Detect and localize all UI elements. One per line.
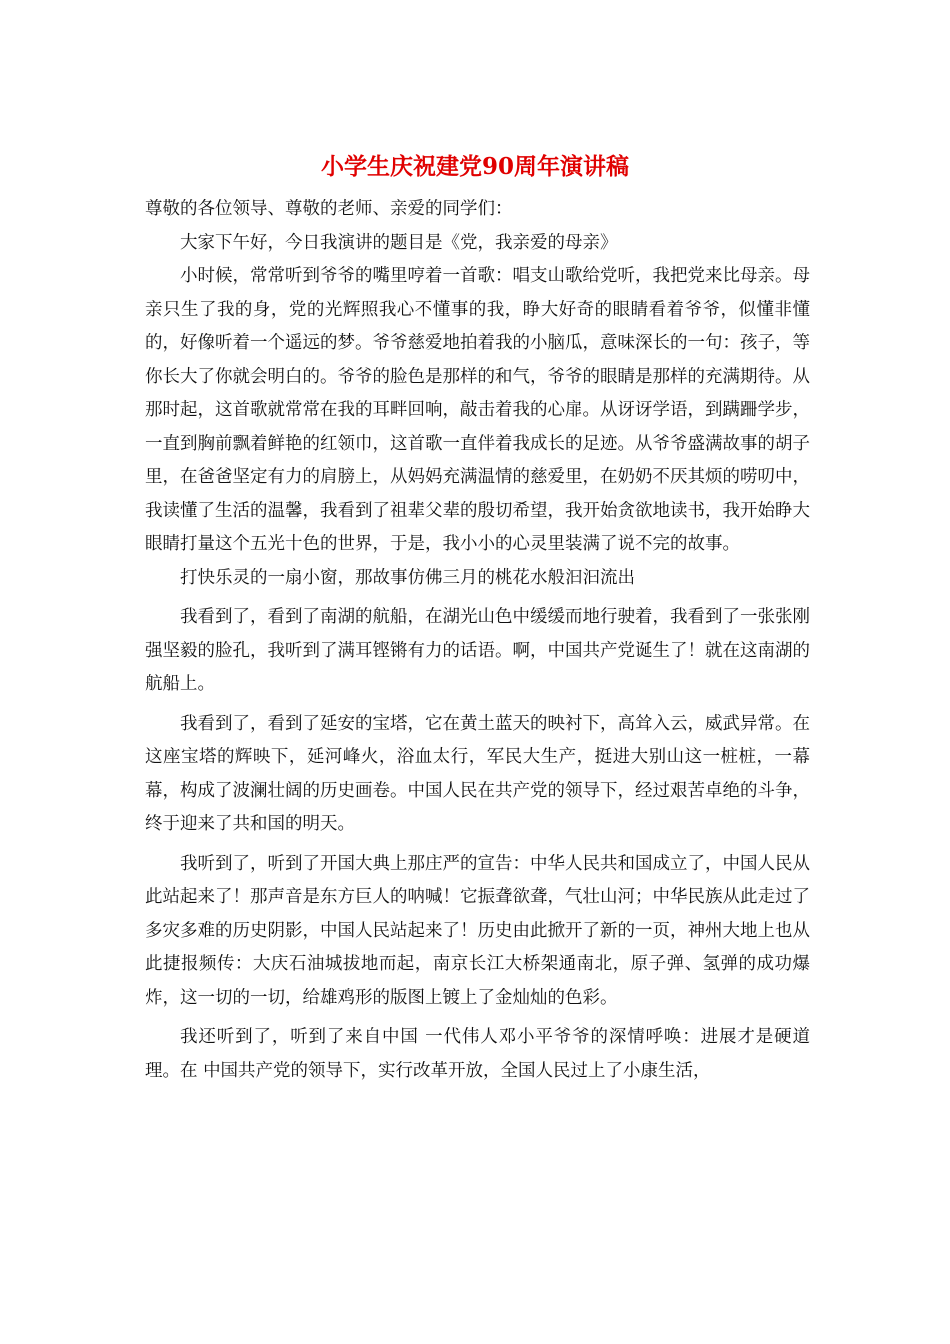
paragraph-5: 我看到了，看到了延安的宝塔，它在黄土蓝天的映衬下，高耸入云，威武异常。在这座宝塔的辉映下，延河峰火，浴血太行，军民大生产，挺进大别山这一桩桩，一幕幕，构成了波澜壮阔的历史画卷。中国人民在共产党的领导下，经过艰苦卓绝的斗争，终于迎来了共和国的明天。 <box>145 713 810 834</box>
paragraph-3: 打快乐灵的一扇小窗，那故事仿佛三月的桃花水般汩汩流出 <box>180 567 635 588</box>
paragraph-6: 我听到了，听到了开国大典上那庄严的宣告：中华人民共和国成立了，中国人民从此站起来了！那声音是东方巨人的呐喊！它振聋欲聋，气壮山河；中华民族从此走过了多灾多难的历史阴影，中国人民站起来了！历史由此掀开了新的一页，神州大地上也从此捷报频传：大庆石油城拔地而起，南京长江大桥架通南北，原子弹、氢弹的成功爆炸，这一切的一切，给雄鸡形的版图上镀上了金灿灿的色彩。 <box>145 853 810 1008</box>
paragraph-4: 我看到了，看到了南湖的航船，在湖光山色中缓缓而地行驶着，我看到了一张张刚强坚毅的脸孔，我听到了满耳铿锵有力的话语。啊，中国共产党诞生了！就在这南湖的航船上。 <box>145 607 810 694</box>
paragraph-7: 我还听到了，听到了来自中国 一代伟人邓小平爷爷的深情呼唤：进展才是硬道理。在 中国共产党的领导下，实行改革开放，全国人民过上了小康生活， <box>145 1027 810 1081</box>
greeting-paragraph: 尊敬的各位领导、尊敬的老师、亲爱的同学们： <box>145 199 513 219</box>
document-title: 小学生庆祝建党90周年演讲稿 <box>320 153 629 180</box>
document-body <box>145 193 810 1088</box>
paragraph-2: 小时候，常常听到爷爷的嘴里哼着一首歌：唱支山歌给党听，我把党来比母亲。母亲只生了我的身，党的光辉照我心不懂事的我，睁大好奇的眼睛看着爷爷，似懂非懂的，好像听着一个遥远的梦。爷爷慈爱地拍着我的小脑瓜，意味深长的一句：孩子，等你长大了你就会明白的。爷爷的脸色是那样的和气，爷爷的眼睛是那样的充满期待。从那时起，这首歌就常常在我的耳畔回响，敲击着我的心扉。从讶讶学语，到蹒跚学步，一直到胸前飘着鲜艳的红领巾，这首歌一直伴着我成长的足迹。从爷爷盛满故事的胡子里，在爸爸坚定有力的肩膀上，从妈妈充满温情的慈爱里，在奶奶不厌其烦的唠叨中，我读懂了生活的温馨，我看到了祖辈父辈的殷切希望，我开始贪欲地读书，我开始睁大眼睛打量这个五光十色的世界，于是，我小小的心灵里装满了说不完的故事。 <box>145 266 810 554</box>
paragraph-1: 大家下午好，今日我演讲的题目是《党，我亲爱的母亲》 <box>180 232 618 253</box>
